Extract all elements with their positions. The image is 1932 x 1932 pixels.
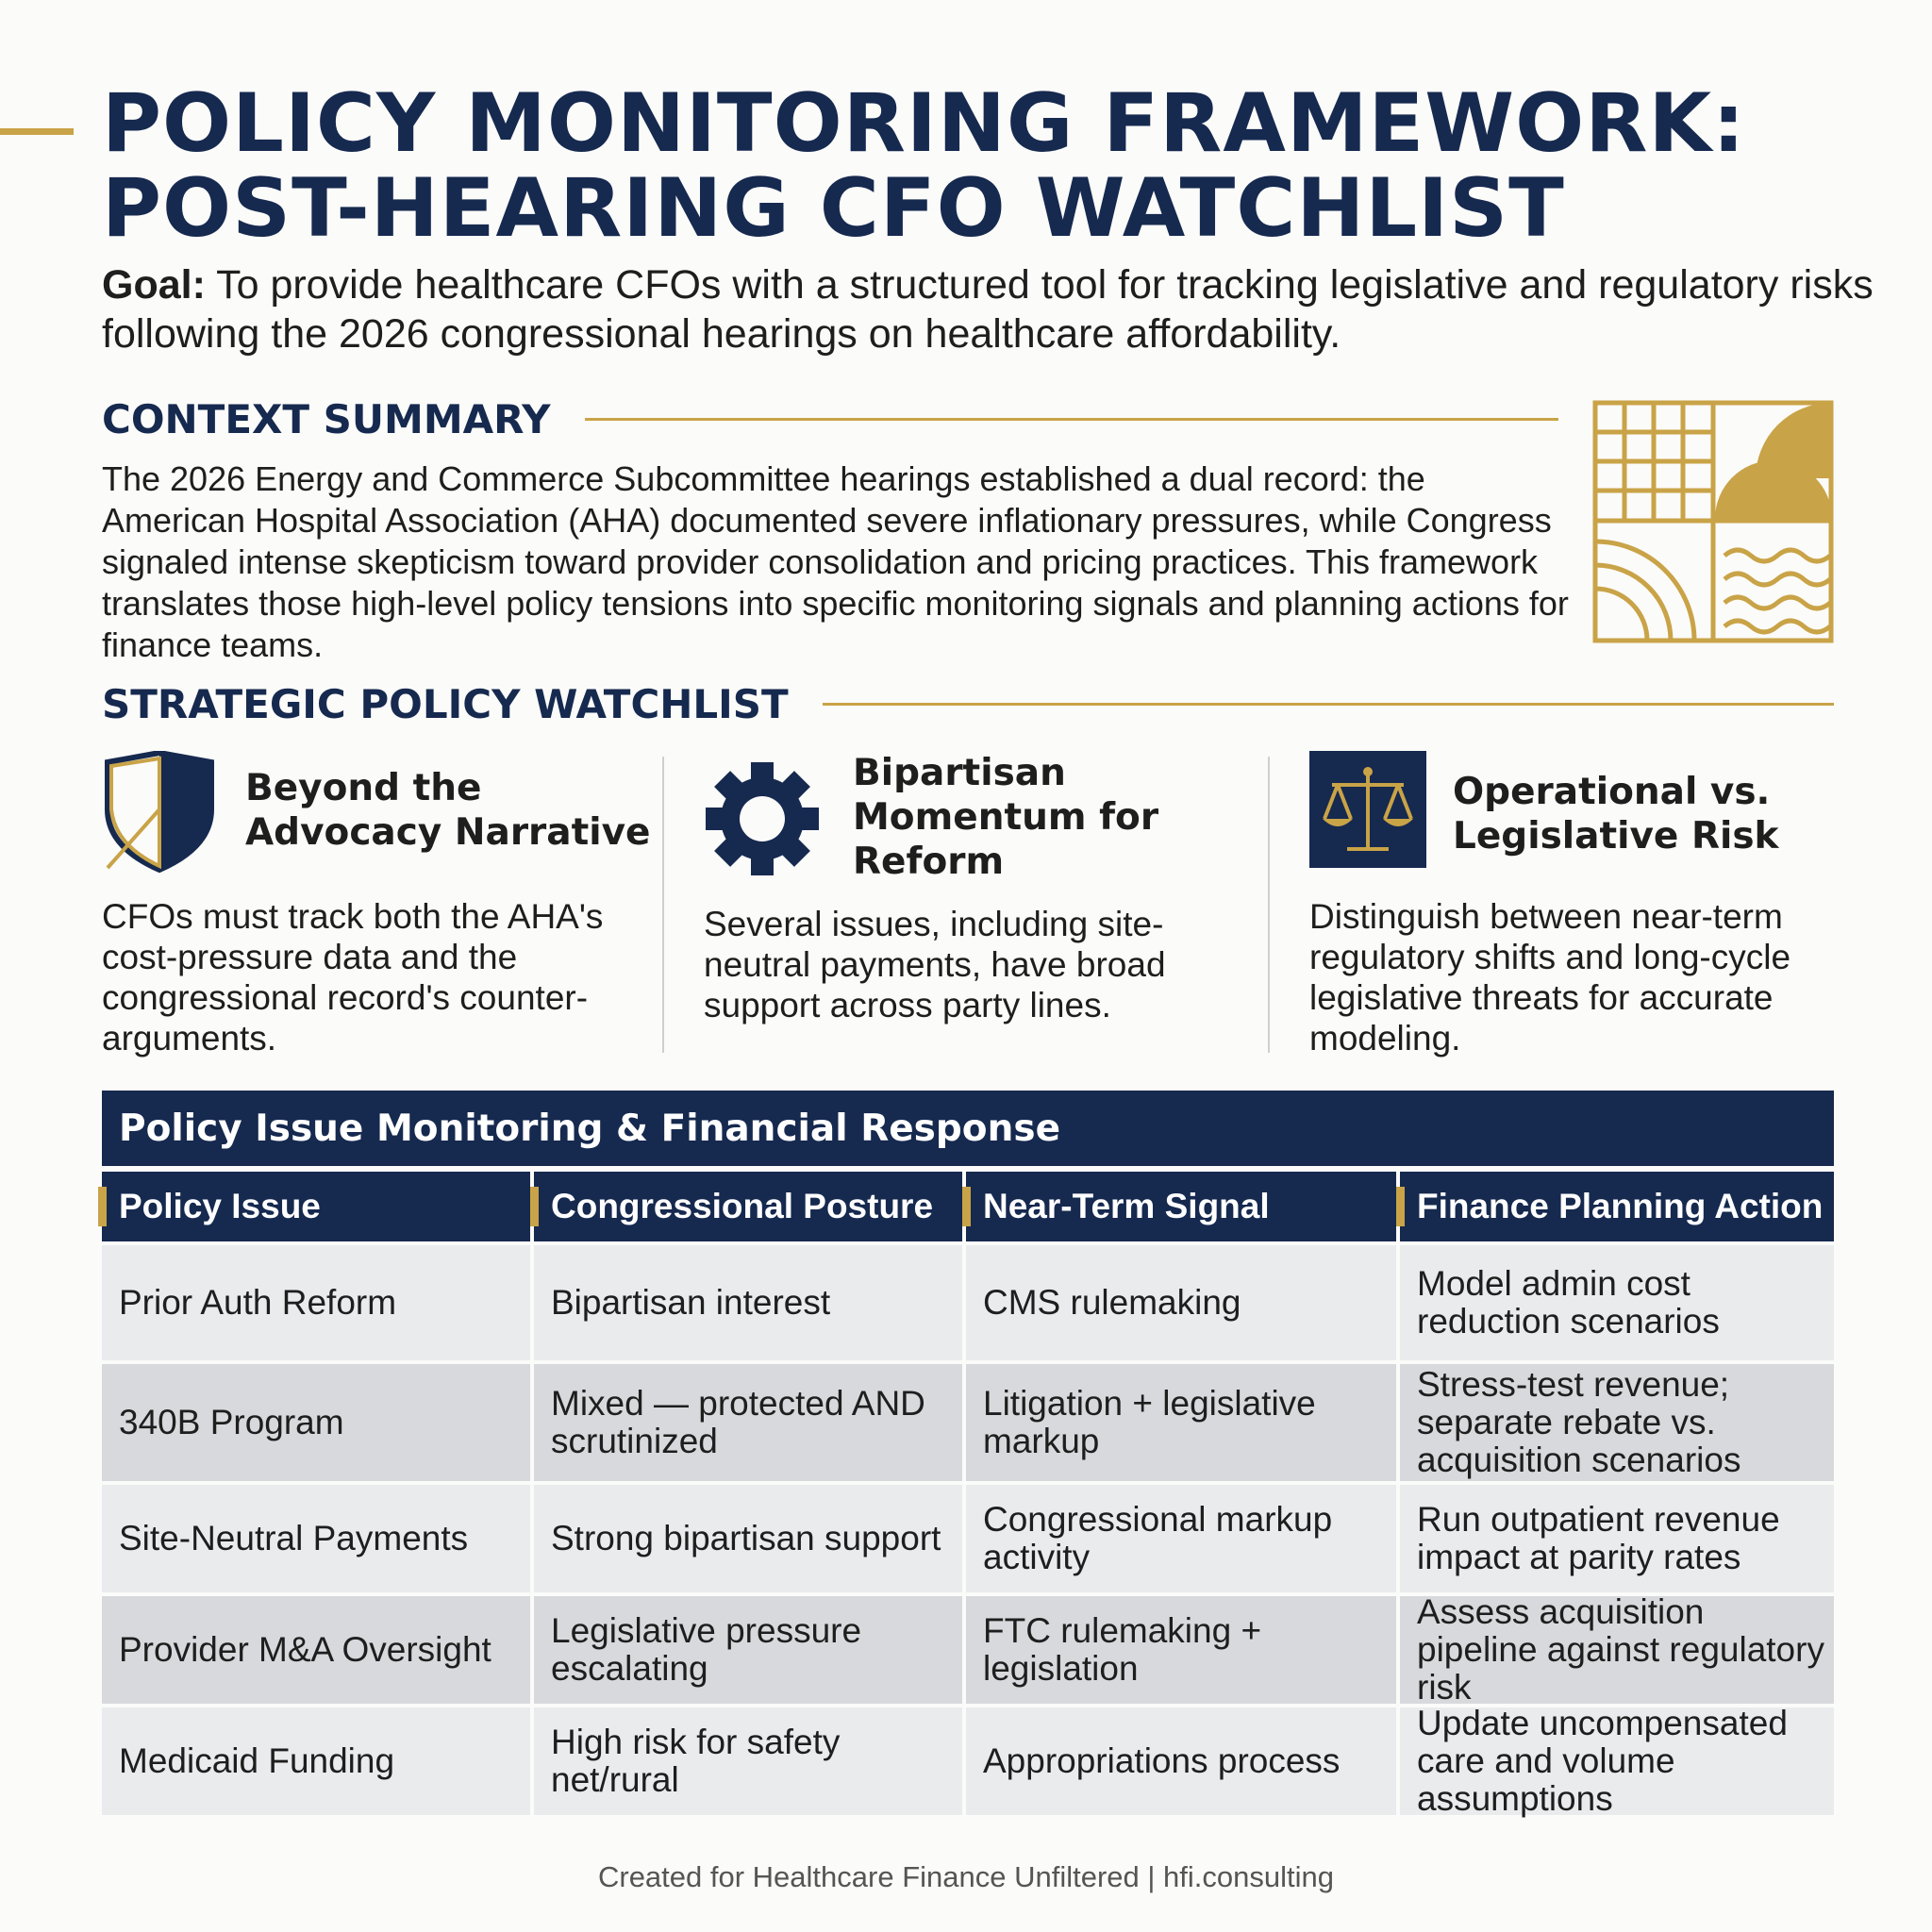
table-cell: Medicaid Funding (102, 1707, 534, 1815)
shield-icon (102, 751, 217, 874)
title-line-2: POST-HEARING CFO WATCHLIST (102, 161, 1565, 256)
table-title: Policy Issue Monitoring & Financial Response (102, 1091, 1834, 1166)
table-cell: Run outpatient revenue impact at parity rates (1400, 1485, 1834, 1592)
table-cell: Congressional markup activity (966, 1485, 1400, 1592)
title-line: Legislative Risk (1453, 815, 1779, 858)
table-cell: Prior Auth Reform (102, 1245, 534, 1360)
column-header-label: Finance Planning Action (1417, 1187, 1824, 1225)
watchlist-item-title (1453, 770, 1849, 858)
column-header (1400, 1172, 1834, 1241)
watchlist-item-title (245, 766, 670, 855)
title-line: Bipartisan (853, 752, 1066, 794)
table-cell: High risk for safety net/rural (534, 1707, 966, 1815)
watchlist-item-body: Distinguish between near-term regulatory shifts and long-cycle legislative threats for accurate modeling. (1309, 897, 1791, 1058)
table-cell: Site-Neutral Payments (102, 1485, 534, 1592)
watchlist-columns (102, 751, 1834, 1058)
table-cell: Legislative pressure escalating (534, 1596, 966, 1704)
goal-label: Goal: (102, 262, 206, 308)
table-cell: FTC rulemaking + legislation (966, 1596, 1400, 1704)
goal-text: To provide healthcare CFOs with a structured tool for tracking legislative and regulatory risks following the 2026 congressional hearings on healthcare affordability. (102, 262, 1874, 357)
table-cell: CMS rulemaking (966, 1245, 1400, 1360)
scales-icon (1309, 751, 1426, 868)
context-heading-rule (585, 418, 1558, 421)
watchlist-item-body: Several issues, including site-neutral payments, have broad support across party lines. (704, 905, 1166, 1024)
column-header-label: Congressional Posture (551, 1187, 934, 1225)
policy-table (102, 1091, 1834, 1818)
column-divider (1268, 757, 1270, 1053)
title-line: Operational vs. (1453, 771, 1771, 813)
title-line: Beyond the (245, 767, 482, 809)
watchlist-heading-text: STRATEGIC POLICY WATCHLIST (102, 681, 789, 727)
context-heading-text: CONTEXT SUMMARY (102, 396, 551, 442)
table-cell: Bipartisan interest (534, 1245, 966, 1360)
column-header (102, 1172, 534, 1241)
title-accent-line (0, 128, 74, 135)
goal-statement (102, 260, 1875, 358)
table-cell: 340B Program (102, 1364, 534, 1481)
table-cell: Mixed — protected AND scrutinized (534, 1364, 966, 1481)
table-row (102, 1360, 1834, 1481)
column-header-label: Policy Issue (119, 1187, 321, 1225)
column-header (966, 1172, 1400, 1241)
watchlist-item-body: CFOs must track both the AHA's cost-pressure data and the congressional record's counter-arguments. (102, 897, 604, 1058)
table-cell: Model admin cost reduction scenarios (1400, 1245, 1834, 1360)
table-cell: Stress-test revenue; separate rebate vs. acquisition scenarios (1400, 1364, 1834, 1481)
column-header-label: Near-Term Signal (983, 1187, 1270, 1225)
table-row (102, 1241, 1834, 1360)
gear-icon (704, 760, 821, 877)
column-header (534, 1172, 966, 1241)
table-cell: Provider M&A Oversight (102, 1596, 534, 1704)
footer-credit: Created for Healthcare Finance Unfiltered | hfi.consulting (597, 1860, 1334, 1893)
decorative-pattern-icon (1592, 400, 1834, 643)
title-line: Advocacy Narrative (245, 811, 651, 854)
title-line: Momentum for (853, 796, 1159, 839)
table-cell: Assess acquisition pipeline against regulatory risk (1400, 1596, 1834, 1704)
table-header-row (102, 1172, 1834, 1241)
table-row (102, 1481, 1834, 1592)
watchlist-heading-rule (823, 703, 1834, 706)
column-divider (662, 757, 664, 1053)
watchlist-heading (102, 681, 1834, 727)
table-row (102, 1592, 1834, 1707)
page-title (102, 76, 1875, 256)
table-cell: Strong bipartisan support (534, 1485, 966, 1592)
title-line-1: POLICY MONITORING FRAMEWORK: (102, 76, 1746, 171)
context-summary-text: The 2026 Energy and Commerce Subcommittee hearings established a dual record: the American Hospital Association (AHA) documented severe inflationary pressures, while Congress signaled intense skepticism toward provider consolidation and pricing practices. This framework translates those high-level policy tensions into specific monitoring signals and planning actions for finance teams. (102, 459, 1569, 664)
table-row (102, 1704, 1834, 1818)
context-summary-heading (102, 396, 1558, 442)
table-cell: Litigation + legislative markup (966, 1364, 1400, 1481)
title-line: Reform (853, 841, 1005, 883)
table-cell: Update uncompensated care and volume assumptions (1400, 1707, 1834, 1815)
watchlist-item-title (853, 751, 1287, 884)
table-cell: Appropriations process (966, 1707, 1400, 1815)
